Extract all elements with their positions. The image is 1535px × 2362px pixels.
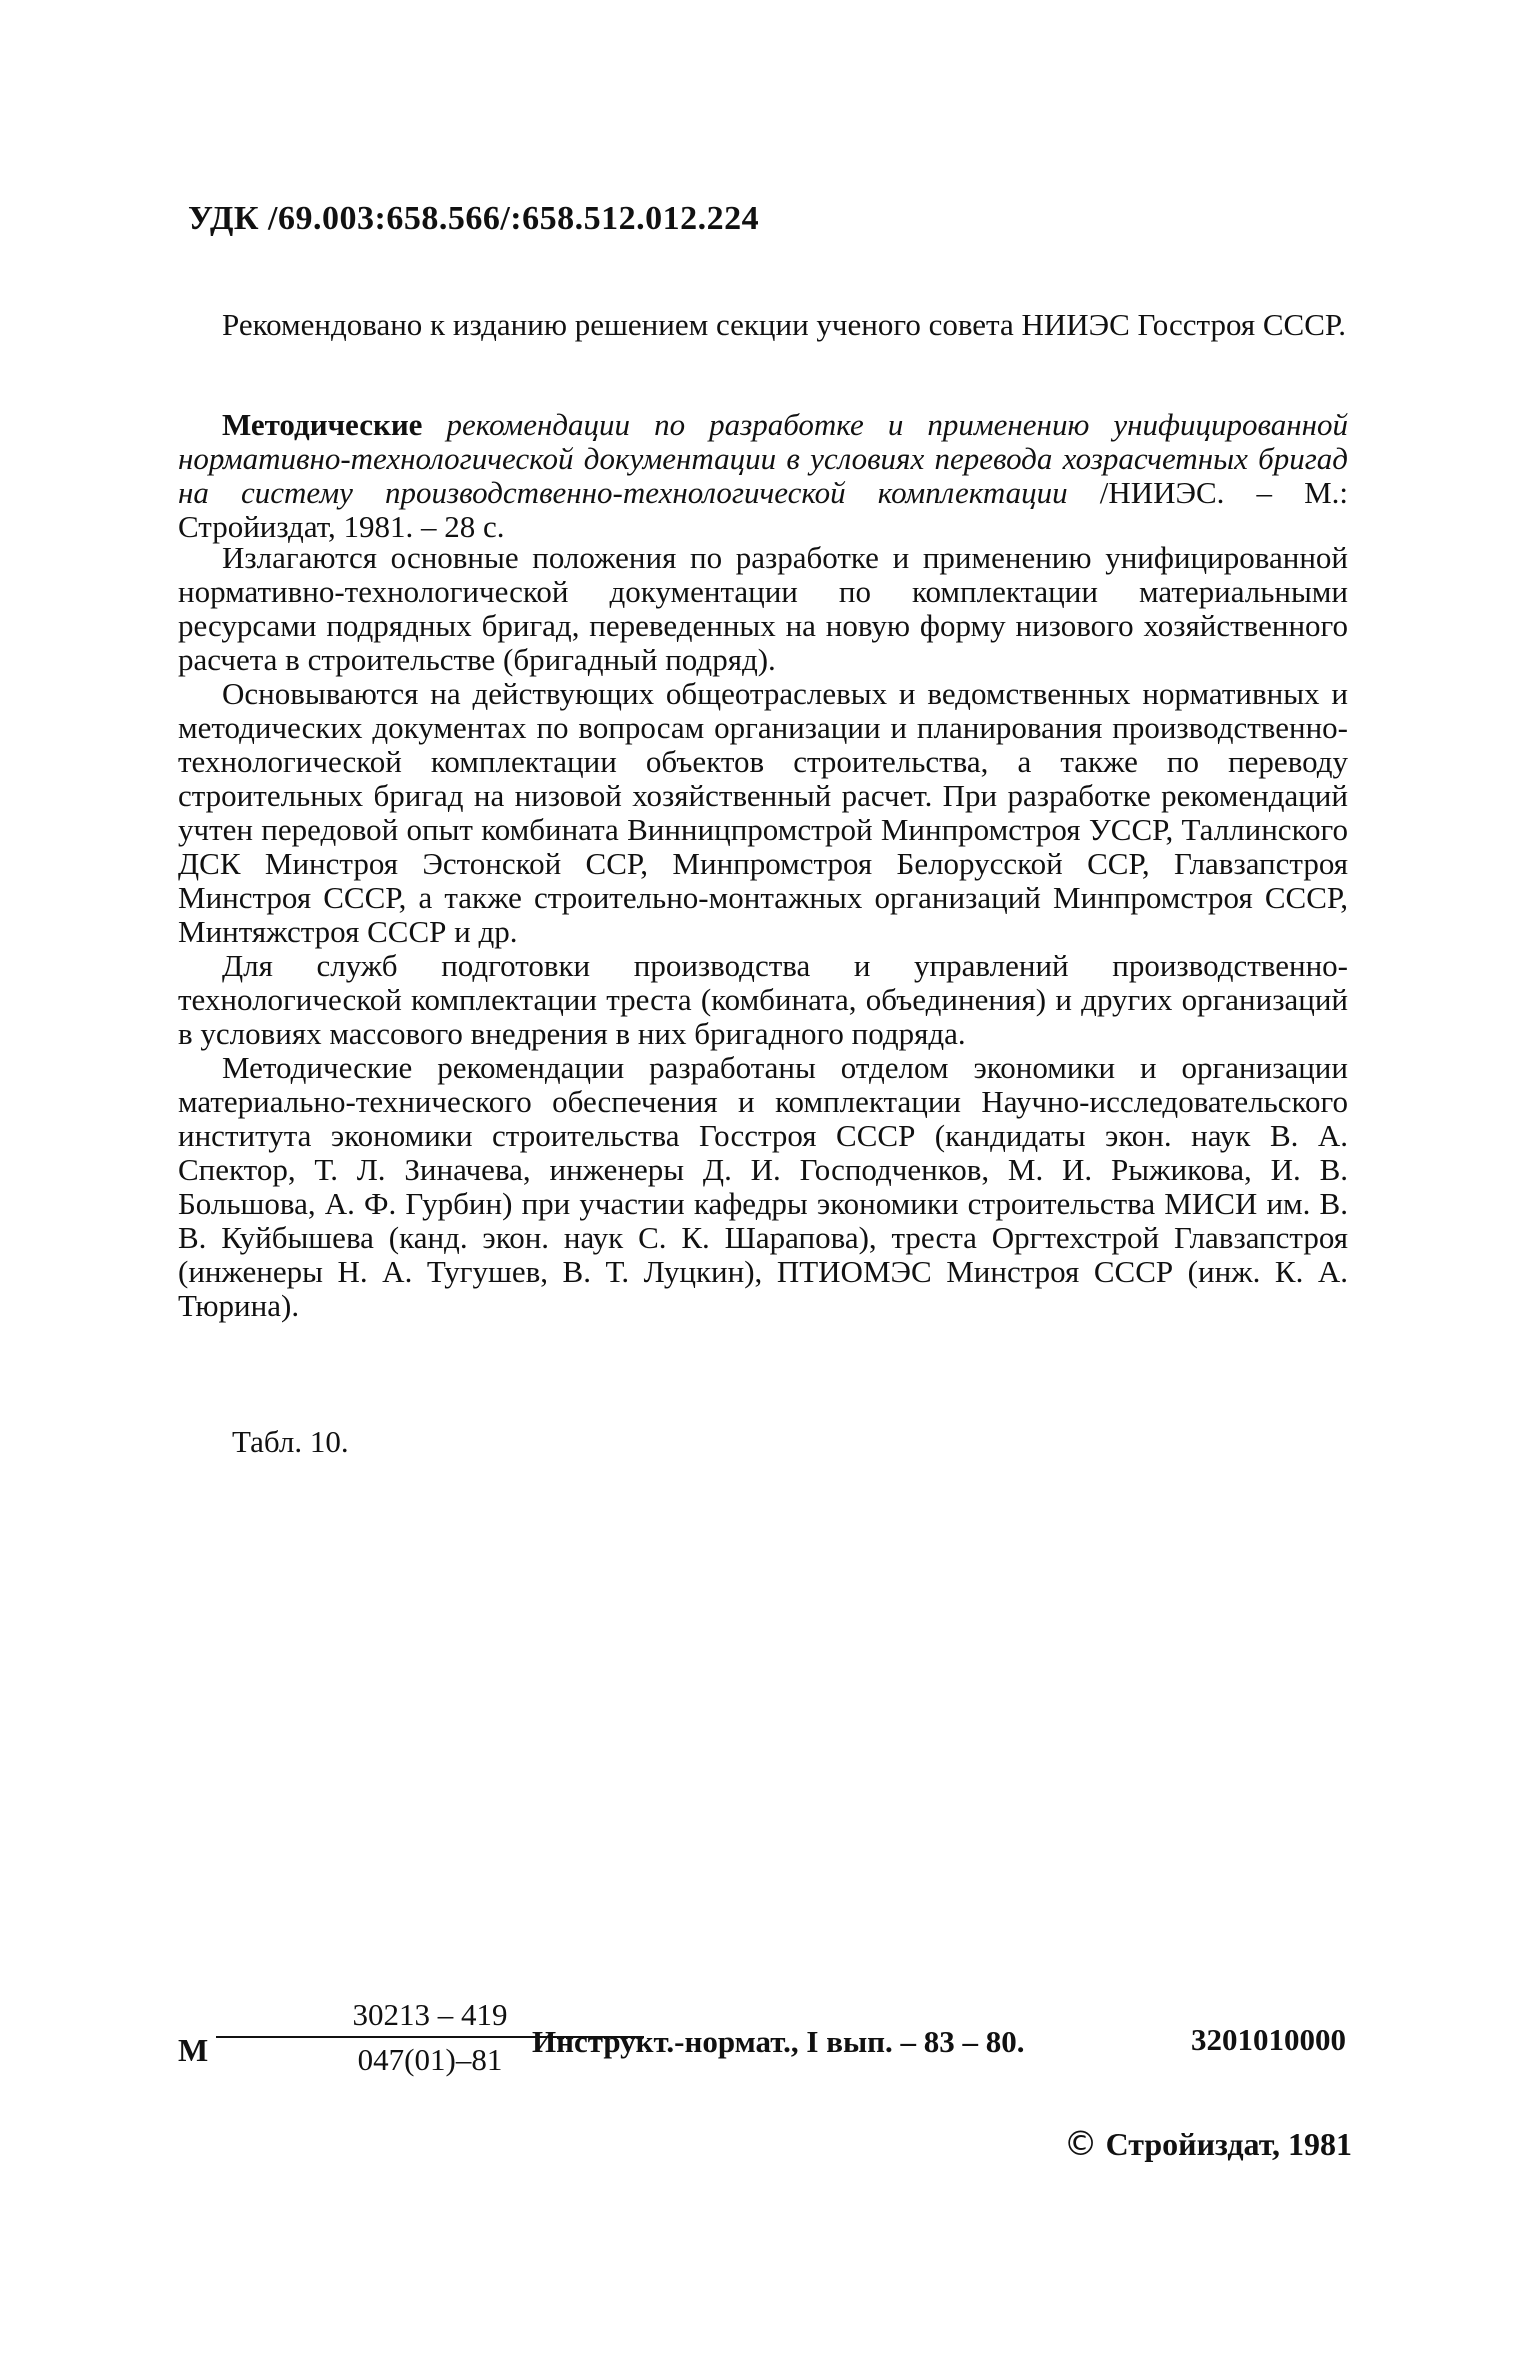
- imprint-line: [170, 1996, 1360, 2086]
- fraction-numerator: 30213 – 419: [216, 1996, 644, 2038]
- bibliographic-citation: [178, 408, 1348, 544]
- udk-classification: УДК /69.003:658.566/:658.512.012.224: [188, 200, 760, 237]
- catalog-code: 3201010000: [1191, 2022, 1346, 2057]
- imprint-letter: М: [178, 2032, 209, 2068]
- tables-count: Табл. 10.: [232, 1424, 349, 1459]
- copyright-icon: ©: [1063, 2124, 1098, 2164]
- fraction-denominator: 047(01)–81: [357, 2042, 503, 2077]
- copyright-notice: [1064, 2124, 1352, 2164]
- annotation-paragraph: Излагаются основные положения по разработке и применению унифицированной нормативно-технологической документации по комплектации материальными ресурсами подрядных бригад, переведенных на новую форму низового хозяйственного расчета в строительстве (бригадный подряд).: [178, 540, 1348, 677]
- publication-recommendation: Рекомендовано к изданию решением секции ученого совета НИИЭС Госстроя СССР.: [222, 307, 1347, 342]
- citation-lead: Методические: [222, 407, 423, 442]
- citation-publisher: /НИИЭС. – М.: Стройиздат, 1981. – 28 с.: [178, 475, 1349, 544]
- annotation-paragraph: Основываются на действующих общеотраслевых и ведомственных нормативных и методических документах по вопросам организации и планирования производственно-технологической комплектации объектов строительства, а также по переводу строительных бригад на низовой хозяйственный расчет. При разработке рекомендаций учтен передовой опыт комбината Винницпромстрой Минпромстроя УССР, Таллинского ДСК Минстроя Эстонской ССР, Минпромстроя Белорусской ССР, Главзапстроя Минстроя СССР, а также строительно-монтажных организаций Минпромстроя СССР, Минтяжстроя СССР и др.: [178, 676, 1348, 949]
- annotation-paragraph: Методические рекомендации разработаны отделом экономики и организации материально-технического обеспечения и комплектации Научно-исследовательского института экономики строительства Госстроя СССР (кандидаты экон. наук В. А. Спектор, Т. Л. Зиначева, инженеры Д. И. Господченков, М. И. Рыжикова, И. В. Большова, А. Ф. Гурбин) при участии кафедры экономики строительства МИСИ им. В. В. Куйбышева (канд. экон. наук С. К. Шарапова), треста Оргтехстрой Главзапстроя (инженеры Н. А. Тугушев, В. Т. Луцкин), ПТИОМЭС Минстроя СССР (инж. К. А. Тюрина).: [178, 1050, 1348, 1323]
- copyright-text: Стройиздат, 1981: [1105, 2126, 1352, 2162]
- annotation-body: [178, 541, 1348, 1323]
- annotation-paragraph: Для служб подготовки производства и управлений производственно-технологической комплектации треста (комбината, объединения) и других организаций в условиях массового внедрения в них бригадного подряда.: [178, 948, 1348, 1051]
- instruction-info: Инструкт.-нормат., I вып. – 83 – 80.: [532, 2024, 1025, 2059]
- citation-title: рекомендации по разработке и применению унифицированной нормативно-технологической документации в условиях перевода хозрасчетных бригад на систему производственно-технологической комплектации: [178, 407, 1348, 510]
